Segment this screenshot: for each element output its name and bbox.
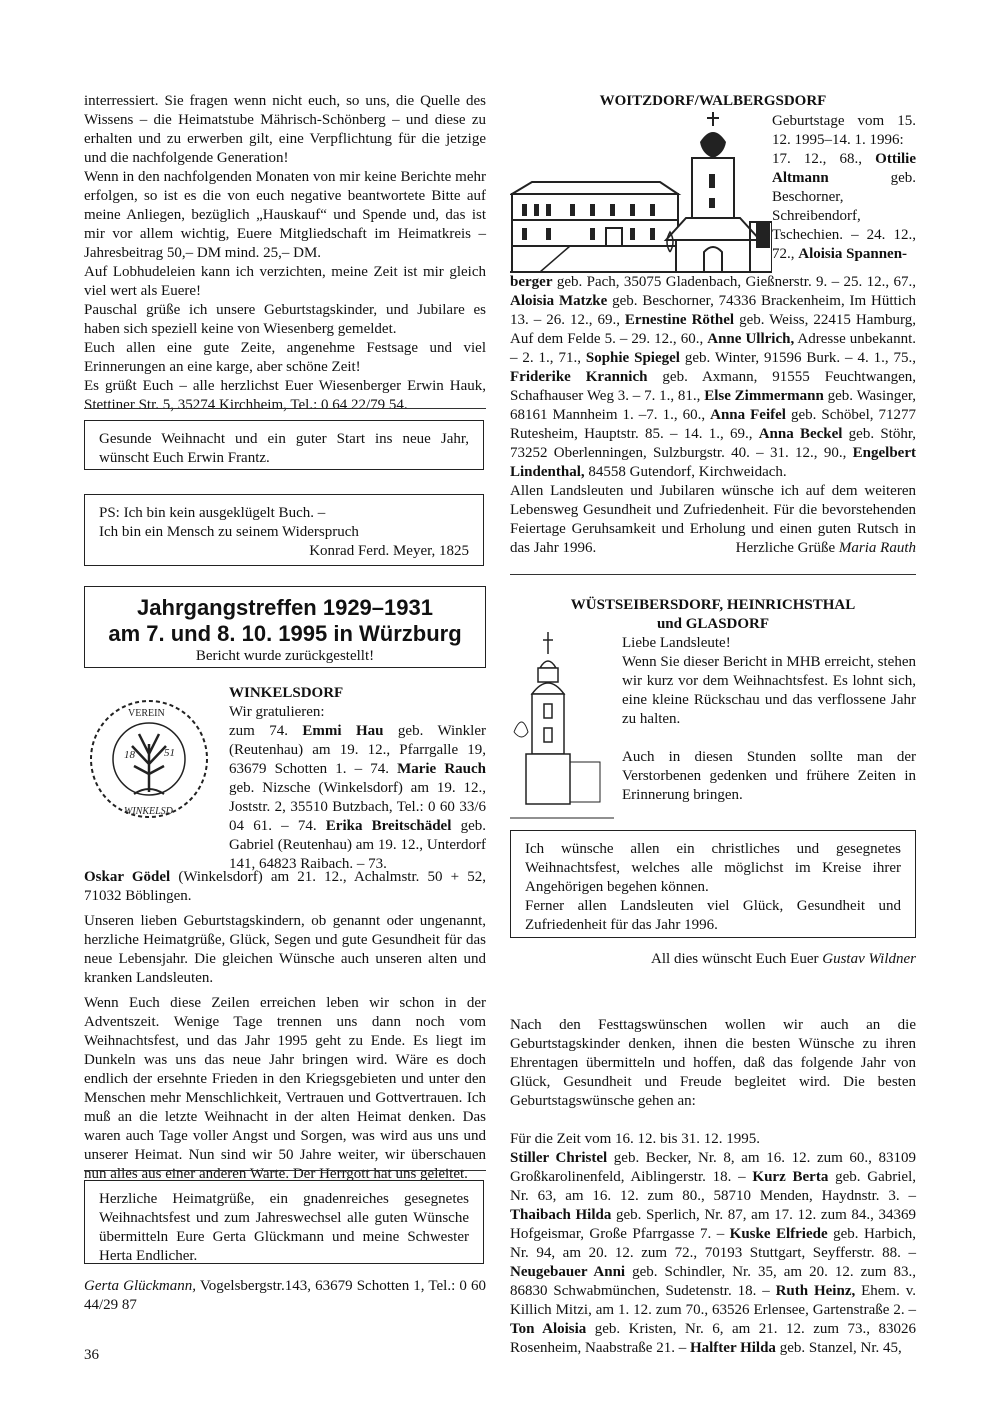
ps-quote-box [84, 494, 484, 566]
winkelsdorf-intro: Wir gratulieren: [229, 704, 325, 720]
divider [84, 408, 486, 409]
svg-text:VEREIN: VEREIN [128, 708, 165, 719]
wuest-illustration [510, 632, 614, 822]
wuest-intro [622, 634, 916, 805]
winkelsdorf-entries-cont: Oskar Gödel (Winkelsdorf) am 21. 12., Achalmstr. 50 + 52, 71032 Böblingen. [84, 869, 486, 904]
winkelsdorf-cont-section [84, 868, 486, 1184]
woitzdorf-top-text [772, 112, 916, 264]
svg-text:18: 18 [124, 749, 135, 761]
jahrgang-title-line-1: Jahrgangstreffen 1929–1931 [137, 595, 433, 620]
signature-address: Vogelsbergstr.143, 63679 Schotten 1, Tel.: 0 60 44/29 87 [84, 1278, 486, 1313]
winkelsdorf-seal [84, 694, 214, 824]
winkelsdorf-heading: WINKELSDORF [229, 685, 344, 701]
frantz-greeting-box [84, 420, 484, 470]
glueckmann-signature [84, 1277, 486, 1315]
winkelsdorf-paragraph-3: Wenn Euch diese Zeilen erreichen leben wir schon in der Adventszeit. Wenige Tage trennen uns dann noch vom Weihnachtsfest, und das Jahr 1995 geht zu Ende. Es liegt im Dunkeln was uns das neue Jahr bringen wird. Wäre es doch endlich der ersehnte Frieden in den Kriegsgebieten und unter den Menschen mehr Menschlichkeit, Vertrauen und Gottvertrauen. Ich muß an die letzte Weihnacht in der alten Heimat denken. Das waren auch Tage voller Angst und Sorgen, was wird aus uns und unserer Heimat. Nun sind wir 50 Jahre weiter, wir überschauen nun alles aus einer anderen Warte. Der Herrgott hat uns geleitet. [84, 995, 486, 1182]
svg-text:51: 51 [164, 747, 175, 759]
woitzdorf-birthdays-top: Geburtstage vom 15. 12. 1995–14. 1. 1996: 17. 12., 68., Ottilie Altmann geb. Beschorner, Schreibendorf, Tschechien. – 24. 12., 72., Aloisia Spannen- [772, 113, 916, 262]
wuest-heading-1: WÜSTSEIBERSDORF, HEINRICHSTHAL [570, 597, 856, 613]
wuest-heading-2: und GLASDORF [656, 616, 770, 632]
jahrgang-subtitle: Bericht wurde zurückgestellt! [195, 648, 375, 664]
signature-name: Gerta Glückmann, [84, 1278, 197, 1294]
intro-paragraph: Es grüßt Euch – alle herzlichst Euer Wiesenberger Erwin Hauk, Stettiner Str. 5, 35274 Kirchheim, Tel.: 0 64 22/79 54. [84, 378, 486, 413]
wildner-sign-name: Gustav Wildner [822, 951, 916, 967]
wuest-period: Für die Zeit vom 16. 12. bis 31. 12. 1995. [510, 1131, 760, 1147]
wuest-paragraph-1: Wenn Sie dieser Bericht in MHB erreicht, stehen wir kurz vor dem Weihnachtsfest. Es lohnt sich, eine kleine Rückschau und das verflossene Jahr zu halten. [622, 654, 916, 727]
wuest-paragraph-3: Nach den Festtagswünschen wollen wir auch an die Geburtstagskinder denken, ihnen die besten Wünsche zu ihren Ehrentagen übermitteln und hoffen, daß das folgende Jahr von Glück, Gesundheit und Freude begleitet wird. Die besten Geburtstagswünsche gehen an: [510, 1017, 916, 1109]
svg-text:WINKELSD: WINKELSD [124, 806, 173, 817]
woitzdorf-closing: Allen Landsleuten und Jubilaren wünsche ich auf dem weiteren Lebensweg Gesundheit und Zufriedenheit. Für die bevorstehenden Feiertage Geruhsamkeit und Erholung und einen guten Rutsch in das Jahr 1996. [510, 483, 916, 556]
glueckmann-greeting-text: Herzliche Heimatgrüße, ein gnadenreiches gesegnetes Weihnachtsfest und zum Jahreswechsel alle guten Wünsche übermitteln Eure Gerta Glückmann und meine Schwester Herta Endlicher. [99, 1191, 469, 1264]
wildner-sign-prefix: All dies wünscht Euch Euer [651, 951, 819, 967]
winkelsdorf-entries: zum 74. Emmi Hau geb. Winkler (Reutenhau) am 19. 12., Pfarrgalle 19, 63679 Schotten 1. – 74. Marie Rauch geb. Nizsche (Winkelsdorf) am 19. 12., Joststr. 2, 35510 Butzbach, Tel.: 0 60 33/6 04 61. – 74. Erika Breitschädel geb. Gabriel (Reutenhau) am 19. 12., Unterdorf 141, 64823 Raibach. – 73. [229, 723, 487, 872]
frantz-greeting-text: Gesunde Weihnacht und ein guter Start ins neue Jahr, wünscht Euch Erwin Frantz. [99, 431, 469, 466]
left-intro-section [84, 92, 486, 415]
woitzdorf-heading: WOITZDORF/WALBERGSDORF [599, 93, 827, 109]
winkelsdorf-section [229, 684, 486, 874]
wuest-birthday-list: Stiller Christel geb. Becker, Nr. 8, am 16. 12. zum 60., 83109 Großkarolinenfeld, Aiblingerstr. 18. – Kurz Berta geb. Gabriel, Nr. 63, am 16. 12. zum 80., 58710 Menden, Haydnstr. 3. – Thaibach Hilda geb. Sperlich, Nr. 87, am 17. 12. zum 84., 34369 Hofgeismar, Große Pfarrgasse 7. – Kuske Elfriede geb. Harbich, Nr. 94, am 20. 12. zum 72., 70193 Stuttgart, Seyfferstr. 88. – Neugebauer Anni geb. Schindler, Nr. 35, am 20. 12. zum 83., 86830 Schwabmünchen, Sudetenstr. 18. – Ruth Heinz, Ehem. v. Killich Mitzi, am 1. 12. zum 70., 63526 Erlensee, Gartenstraße 2. – Ton Aloisia geb. Kristen, Nr. 6, am 21. 12. zum 73., 83026 Rosenheim, Naabstraße 21. – Halfter Hilda geb. Stanzel, Nr. 45, [510, 1150, 917, 1356]
church-house-icon [510, 112, 772, 274]
woitzdorf-body [510, 273, 916, 558]
jahrgang-title-line-2: am 7. und 8. 10. 1995 in Würzburg [108, 621, 462, 646]
wildner-greeting-box [510, 830, 916, 938]
wuest-paragraph-2: Auch in diesen Stunden sollte man der Verstorbenen gedenken und frühere Zeiten in Erinnerung bringen. [622, 749, 916, 803]
intro-paragraph: interressiert. Sie fragen wenn nicht euch, so uns, die Quelle des Wissens – die Heimatstube Mährisch-Schönberg – und diese zu erhalten und zu erwerben gilt, eine Verpflichtung für die jetzige und die nachfolgende Generation! [84, 93, 486, 166]
intro-paragraph: Pauschal grüße ich unsere Geburtstagskinder, und Jubilare es haben sich speziell keine von Wiesenberg gemeldet. [84, 302, 486, 337]
winkelsdorf-paragraph-2: Unseren lieben Geburtstagskindern, ob genannt oder ungenannt, herzliche Heimatgrüße, Glück, Segen und gute Gesundheit für das neue Lebensjahr. Die gleichen Wünsche auch unseren alten und kranken Landsleuten. [84, 913, 486, 986]
intro-paragraph: Auf Lobhudeleien kann ich verzichten, meine Zeit ist mir gleich viel wert als Euere! [84, 264, 486, 299]
wuest-salutation: Liebe Landsleute! [622, 635, 731, 651]
divider [84, 1170, 486, 1171]
woitzdorf-greeting-name: Maria Rauth [838, 540, 916, 556]
woitzdorf-illustration [510, 112, 772, 274]
wildner-signature [510, 950, 916, 969]
wildner-box-paragraph-2: Ferner allen Landsleuten viel Glück, Gesundheit und Zufriedenheit für das Jahr 1996. [525, 898, 901, 933]
glueckmann-greeting-box [84, 1180, 484, 1264]
woitzdorf-birthdays-body: berger geb. Pach, 35075 Gladenbach, Gießnerstr. 9. – 25. 12., 67., Aloisia Matzke geb. Beschorner, 74336 Brackenheim, Im Hüttich 13. – 26. 12., 69., Ernestine Röthel geb. Weiss, 22415 Hamburg, Auf dem Felde 5. – 29. 12., 60., Anne Ullrich, Adresse unbekannt. – 2. 1., 71., Sophie Spiegel geb. Winter, 91596 Burk. – 4. 1., 75., Friderike Krannich geb. Axmann, 91555 Feuchtwangen, Schafhauser Weg 3. – 7. 1., 81., Else Zimmermann geb. Wasinger, 68161 Mannheim 1. –7. 1., 60., Anna Feifel geb. Schöbel, 71277 Rutesheim, Hauptstr. 85. – 14. 1., 69., Anna Beckel geb. Stöhr, 73252 Oberlenningen, Sulzburgstr. 40. – 31. 12., 90., Engelbert Lindenthal, 84558 Gutendorf, Kirchweidach. [510, 274, 917, 480]
intro-paragraph: Wenn in den nachfolgenden Monaten von mir keine Berichte mehr erfolgen, so ist es die von euch negative beantwortete Bitte auf meine Anliegen, bezüglich „Hauskauf“ und Spende und, das ist mir vor allem wichtig, Euere Mitgliedschaft im Heimatkreis – Jahresbeitrag 50,– DM mind. 25,– DM. [84, 169, 486, 261]
woitzdorf-greeting: Herzliche Grüße [735, 540, 836, 556]
wildner-box-paragraph-1: Ich wünsche allen ein christliches und gesegnetes Weihnachtsfest, welches alle möglichst im Kreise ihrer Angehörigen begehen können. [525, 841, 901, 895]
seal-icon [84, 694, 214, 824]
ps-signature: Konrad Ferd. Meyer, 1825 [309, 543, 469, 559]
ps-line-1: PS: Ich bin kein ausgeklügelt Buch. – [99, 505, 326, 521]
page-number: 36 [84, 1347, 99, 1363]
intro-paragraph: Euch allen eine gute Zeite, angenehme Festsage und viel Erinnerungen an eine karge, aber schöne Zeit! [84, 340, 486, 375]
jahrgang-box [84, 586, 486, 668]
church-tower-icon [510, 632, 614, 822]
woitzdorf-closing-line [510, 482, 916, 558]
divider [510, 574, 916, 575]
wuest-birthdays [510, 1016, 916, 1358]
ps-line-2: Ich bin ein Mensch zu seinem Widerspruch [99, 524, 359, 540]
